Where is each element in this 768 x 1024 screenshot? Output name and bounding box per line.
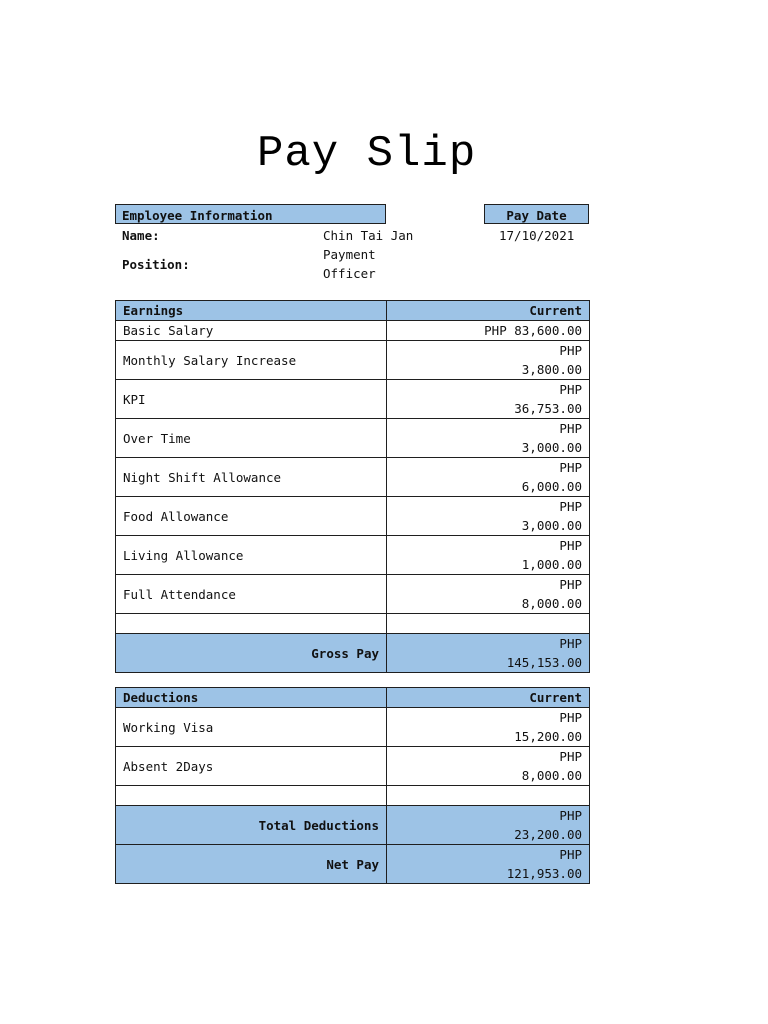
amount: 8,000.00 [521,596,582,611]
table-row [116,341,590,380]
earning-label: Full Attendance [116,575,387,614]
total-deductions-amount [387,806,590,845]
earnings-header-current: Current [387,301,590,321]
page-title: Pay Slip [257,129,477,179]
earning-amount [387,419,590,458]
pay-date-label: Pay Date [506,208,567,223]
net-pay-label: Net Pay [116,845,387,884]
earning-label: Food Allowance [116,497,387,536]
table-row [116,458,590,497]
gross-pay-label: Gross Pay [116,634,387,673]
empty-cell [116,786,387,806]
deduction-label: Absent 2Days [116,747,387,786]
earning-amount [387,321,590,341]
earning-amount [387,536,590,575]
earnings-header-row [116,301,590,321]
amount: 3,800.00 [521,362,582,377]
table-row [116,321,590,341]
amount: 3,000.00 [521,440,582,455]
earning-label: KPI [116,380,387,419]
empty-cell [116,614,387,634]
amount: 145,153.00 [506,655,582,670]
deductions-table [115,687,590,884]
position-value-line1: Payment [323,247,376,262]
earning-label: Over Time [116,419,387,458]
total-deductions-row [116,806,590,845]
earning-label: Living Allowance [116,536,387,575]
earning-label: Monthly Salary Increase [116,341,387,380]
empty-row [116,786,590,806]
currency: PHP [559,343,582,358]
amount: 36,753.00 [514,401,582,416]
currency: PHP [559,749,582,764]
earning-label: Basic Salary [116,321,387,341]
amount: 15,200.00 [514,729,582,744]
amount: 8,000.00 [521,768,582,783]
position-value-line2: Officer [323,266,376,281]
pay-date-value: 17/10/2021 [499,228,575,243]
deduction-label: Working Visa [116,708,387,747]
net-pay-amount [387,845,590,884]
earning-amount [387,380,590,419]
earning-amount [387,341,590,380]
currency: PHP [559,460,582,475]
currency: PHP [559,808,582,823]
total-deductions-label: Total Deductions [116,806,387,845]
earning-amount [387,458,590,497]
table-row [116,575,590,614]
amount: 83,600.00 [514,323,582,338]
deductions-header-current: Current [387,688,590,708]
table-row [116,536,590,575]
currency: PHP [484,323,507,338]
currency: PHP [559,421,582,436]
deduction-amount [387,747,590,786]
currency: PHP [559,636,582,651]
amount: 1,000.00 [521,557,582,572]
deductions-header-label: Deductions [116,688,387,708]
table-row [116,380,590,419]
amount: 23,200.00 [514,827,582,842]
earning-amount [387,575,590,614]
deductions-header-row [116,688,590,708]
currency: PHP [559,847,582,862]
gross-pay-row [116,634,590,673]
gross-pay-amount [387,634,590,673]
earnings-table [115,300,590,673]
position-label: Position: [122,257,190,272]
currency: PHP [559,382,582,397]
earning-label: Night Shift Allowance [116,458,387,497]
currency: PHP [559,710,582,725]
deduction-amount [387,708,590,747]
amount: 6,000.00 [521,479,582,494]
amount: 121,953.00 [506,866,582,881]
table-row [116,419,590,458]
table-row [116,497,590,536]
empty-cell [387,786,590,806]
employee-info-header [115,204,386,224]
empty-row [116,614,590,634]
table-row [116,747,590,786]
currency: PHP [559,499,582,514]
earnings-header-label: Earnings [116,301,387,321]
currency: PHP [559,577,582,592]
earning-amount [387,497,590,536]
pay-date-header [484,204,589,224]
name-value: Chin Tai Jan [323,228,414,243]
amount: 3,000.00 [521,518,582,533]
net-pay-row [116,845,590,884]
empty-cell [387,614,590,634]
table-row [116,708,590,747]
name-label: Name: [122,228,160,243]
currency: PHP [559,538,582,553]
employee-info-label: Employee Information [122,208,273,223]
